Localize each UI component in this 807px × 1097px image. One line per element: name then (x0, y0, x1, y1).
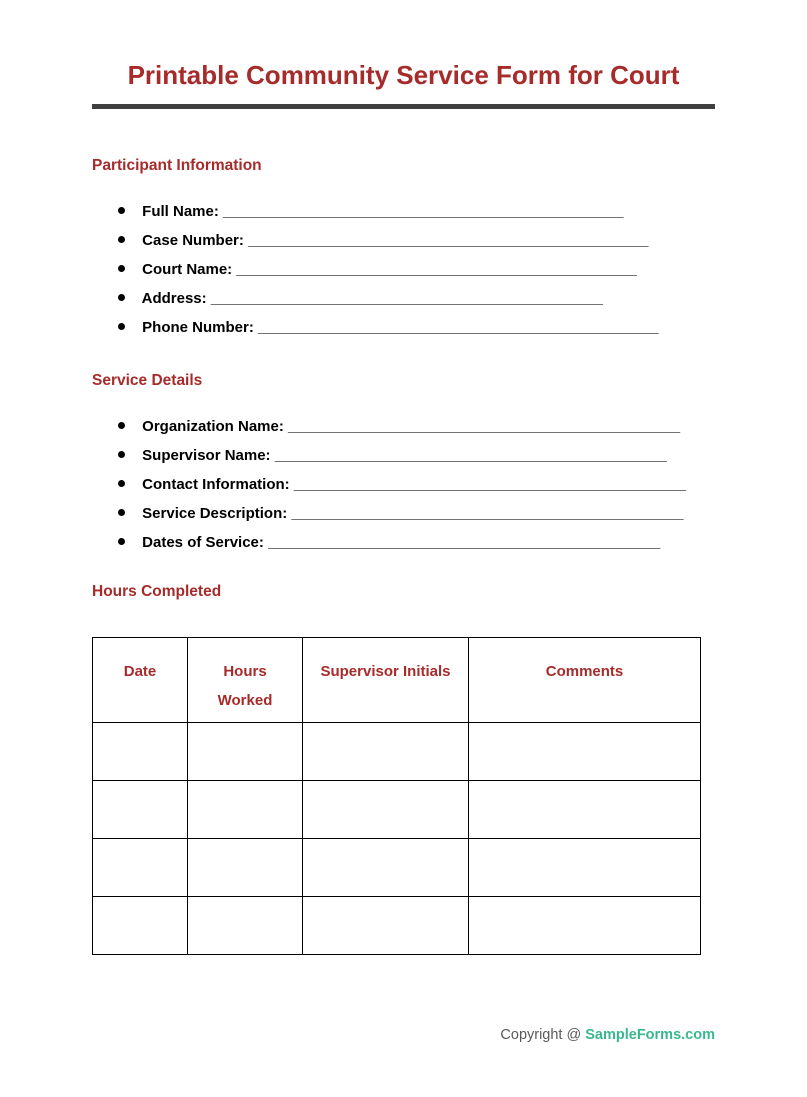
service-details-heading: Service Details (92, 372, 203, 390)
brand-link[interactable]: SampleForms.com (585, 1027, 715, 1044)
field-supervisor-name (118, 441, 715, 470)
field-label: Case Number: (142, 232, 244, 250)
bullet-icon (118, 236, 125, 243)
table-row (93, 723, 701, 781)
table-cell (469, 723, 701, 781)
bullet-icon (118, 207, 125, 214)
field-contact-information (118, 470, 715, 499)
bullet-icon (118, 294, 125, 301)
field-label: Supervisor Name: (142, 447, 271, 465)
bullet-icon (118, 323, 125, 330)
field-service-description (118, 499, 715, 528)
blank-line: _______________________________________________ (268, 534, 661, 552)
section-service-details (92, 372, 715, 557)
table-cell (303, 723, 469, 781)
copyright-text: Copyright @ (500, 1027, 586, 1044)
table-cell (188, 723, 303, 781)
table-cell (303, 839, 469, 897)
field-label: Phone Number: (142, 319, 254, 337)
table-cell (303, 781, 469, 839)
hours-table-body (93, 723, 701, 955)
bullet-icon (118, 509, 125, 516)
blank-line: ________________________________________________ (236, 261, 637, 279)
blank-line: ________________________________________________ (258, 319, 659, 337)
field-case-number (118, 226, 715, 255)
participant-information-heading: Participant Information (92, 157, 262, 175)
bullet-icon (118, 265, 125, 272)
field-label: Contact Information: (142, 476, 290, 494)
field-label: Dates of Service: (142, 534, 264, 552)
table-header-comments: Comments (469, 638, 701, 723)
field-label: Organization Name: (142, 418, 284, 436)
table-cell (303, 897, 469, 955)
field-label: Service Description: (142, 505, 288, 523)
field-label: Full Name: (142, 203, 219, 221)
table-cell (469, 781, 701, 839)
bullet-icon (118, 480, 125, 487)
blank-line: _______________________________________________ (210, 290, 603, 308)
page-title: Printable Community Service Form for Court (127, 60, 680, 90)
table-header-date: Date (93, 638, 188, 723)
footer (92, 1027, 715, 1043)
table-cell (188, 897, 303, 955)
field-phone-number (118, 313, 715, 342)
table-cell (188, 839, 303, 897)
hours-table (92, 637, 701, 955)
table-row (93, 897, 701, 955)
blank-line: ________________________________________________ (248, 232, 649, 250)
table-row (93, 839, 701, 897)
bullet-icon (118, 538, 125, 545)
document-page (0, 60, 807, 1097)
table-cell (93, 897, 188, 955)
blank-line: _______________________________________________ (274, 447, 667, 465)
table-header-row (93, 638, 701, 723)
table-header-supervisor-initials: Supervisor Initials (303, 638, 469, 723)
hours-completed-heading: Hours Completed (92, 583, 222, 601)
table-row (93, 781, 701, 839)
field-dates-of-service (118, 528, 715, 557)
table-cell (188, 781, 303, 839)
field-label: Address: (141, 290, 207, 308)
title-divider (92, 104, 715, 109)
table-cell (93, 723, 188, 781)
field-court-name (118, 255, 715, 284)
table-cell (469, 839, 701, 897)
participant-fields-list (92, 197, 715, 342)
field-label: Court Name: (142, 261, 233, 279)
bullet-icon (118, 422, 125, 429)
field-organization-name (118, 412, 715, 441)
table-cell (469, 897, 701, 955)
blank-line: _______________________________________________ (291, 505, 684, 523)
field-full-name (118, 197, 715, 226)
service-fields-list (92, 412, 715, 557)
blank-line: ________________________________________________ (223, 203, 624, 221)
bullet-icon (118, 451, 125, 458)
table-cell (93, 781, 188, 839)
blank-line: _______________________________________________ (288, 418, 681, 436)
section-participant-information (92, 157, 715, 342)
table-cell (93, 839, 188, 897)
blank-line: _______________________________________________ (293, 476, 686, 494)
field-address (118, 284, 715, 313)
section-hours-completed (92, 583, 715, 955)
table-header-hours-worked: Hours Worked (188, 638, 303, 723)
